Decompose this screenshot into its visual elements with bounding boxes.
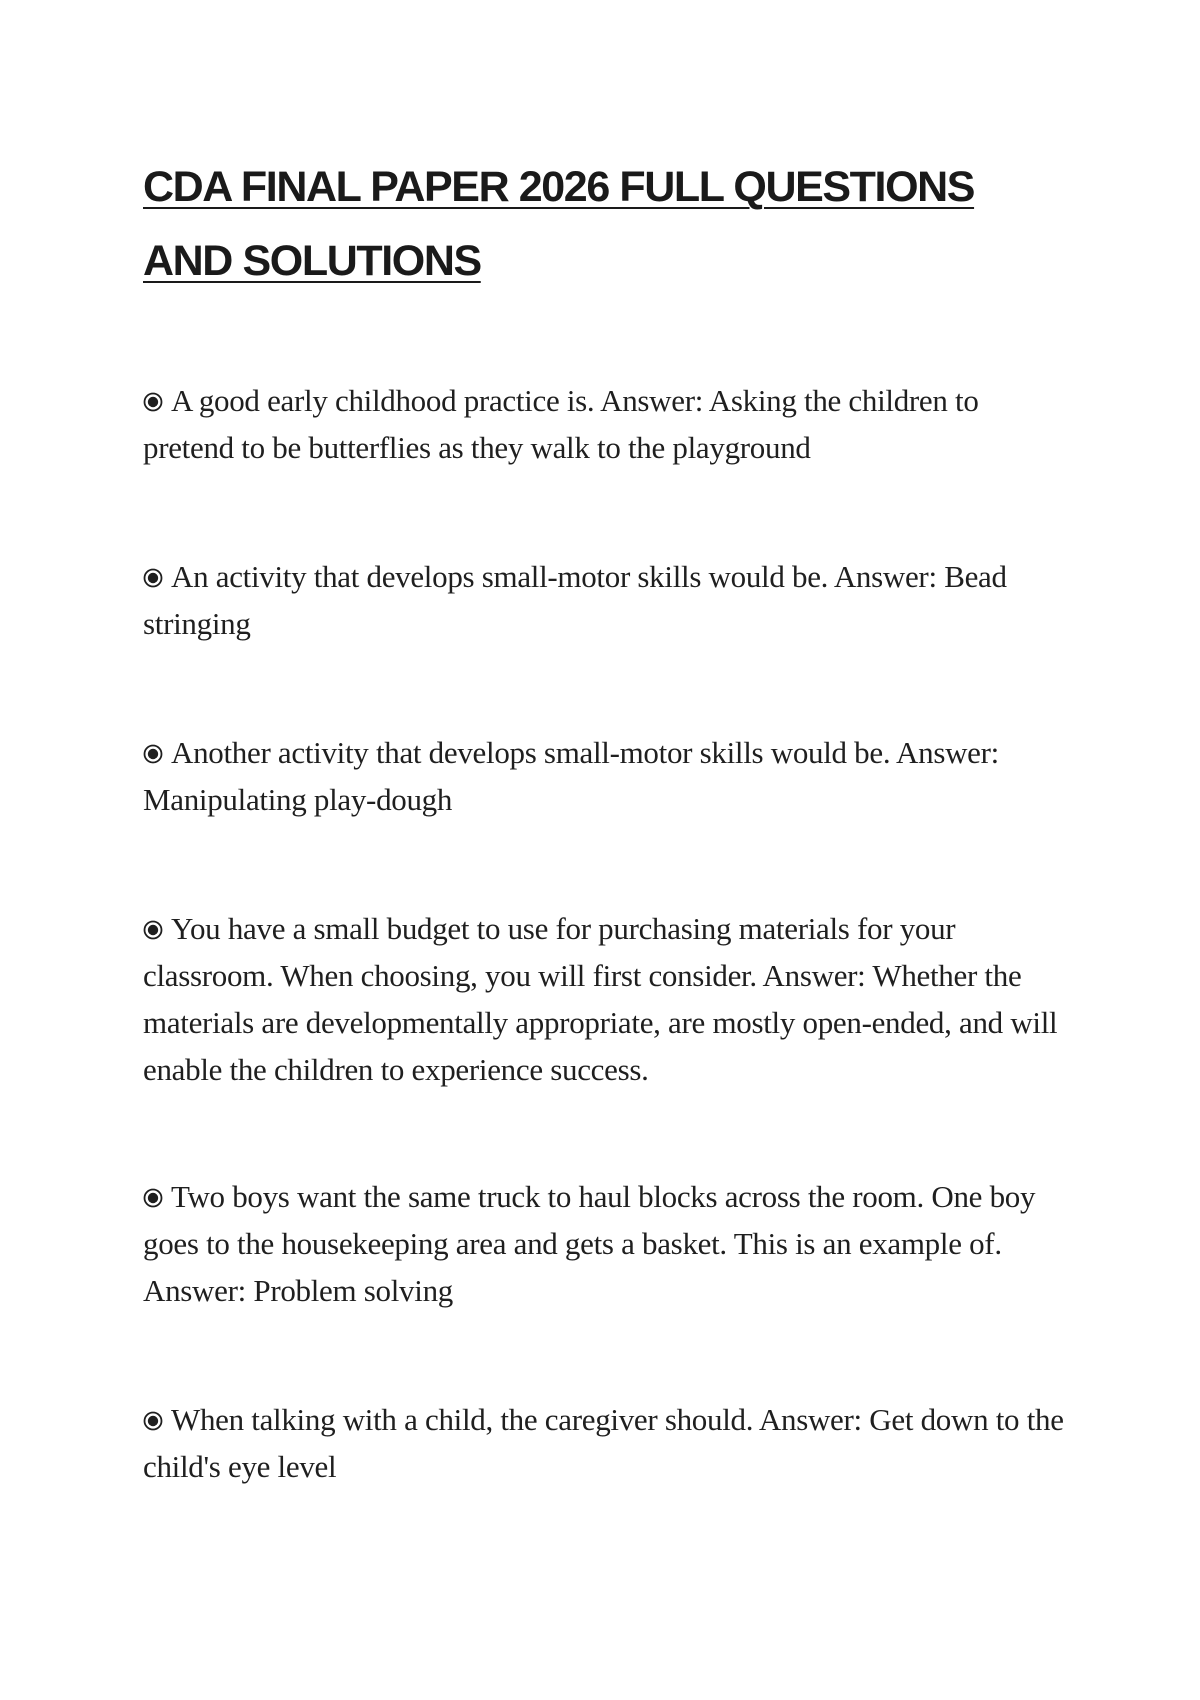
radio-bullet-icon (143, 568, 163, 588)
question-text: You have a small budget to use for purchasing materials for your classroom. When choosing, you will first consider. Answer: Whether the materials are developmentally appropriate, are mostly open-ended, and will enable the children to experience success. (143, 911, 1058, 1087)
document-title-text: CDA FINAL PAPER 2026 FULL QUESTIONS AND SOLUTIONS (143, 163, 975, 285)
question-item (143, 1173, 1068, 1314)
question-text: Two boys want the same truck to haul blocks across the room. One boy goes to the housekeeping area and gets a basket. This is an example of. Answer: Problem solving (143, 1179, 1036, 1308)
question-item (143, 729, 1068, 823)
question-item (143, 905, 1068, 1093)
radio-bullet-icon (143, 392, 163, 412)
question-text: Another activity that develops small-motor skills would be. Answer: Manipulating play-dough (143, 735, 999, 817)
question-item (143, 377, 1068, 471)
radio-bullet-icon (143, 1411, 163, 1431)
radio-bullet-icon (143, 1188, 163, 1208)
question-item (143, 553, 1068, 647)
question-text: An activity that develops small-motor skills would be. Answer: Bead stringing (143, 559, 1007, 641)
radio-bullet-icon (143, 744, 163, 764)
document-title (143, 150, 1063, 298)
question-item (143, 1396, 1068, 1490)
question-text: When talking with a child, the caregiver should. Answer: Get down to the child's eye level (143, 1402, 1064, 1484)
radio-bullet-icon (143, 920, 163, 940)
question-text: A good early childhood practice is. Answer: Asking the children to pretend to be butterflies as they walk to the playground (143, 383, 979, 465)
